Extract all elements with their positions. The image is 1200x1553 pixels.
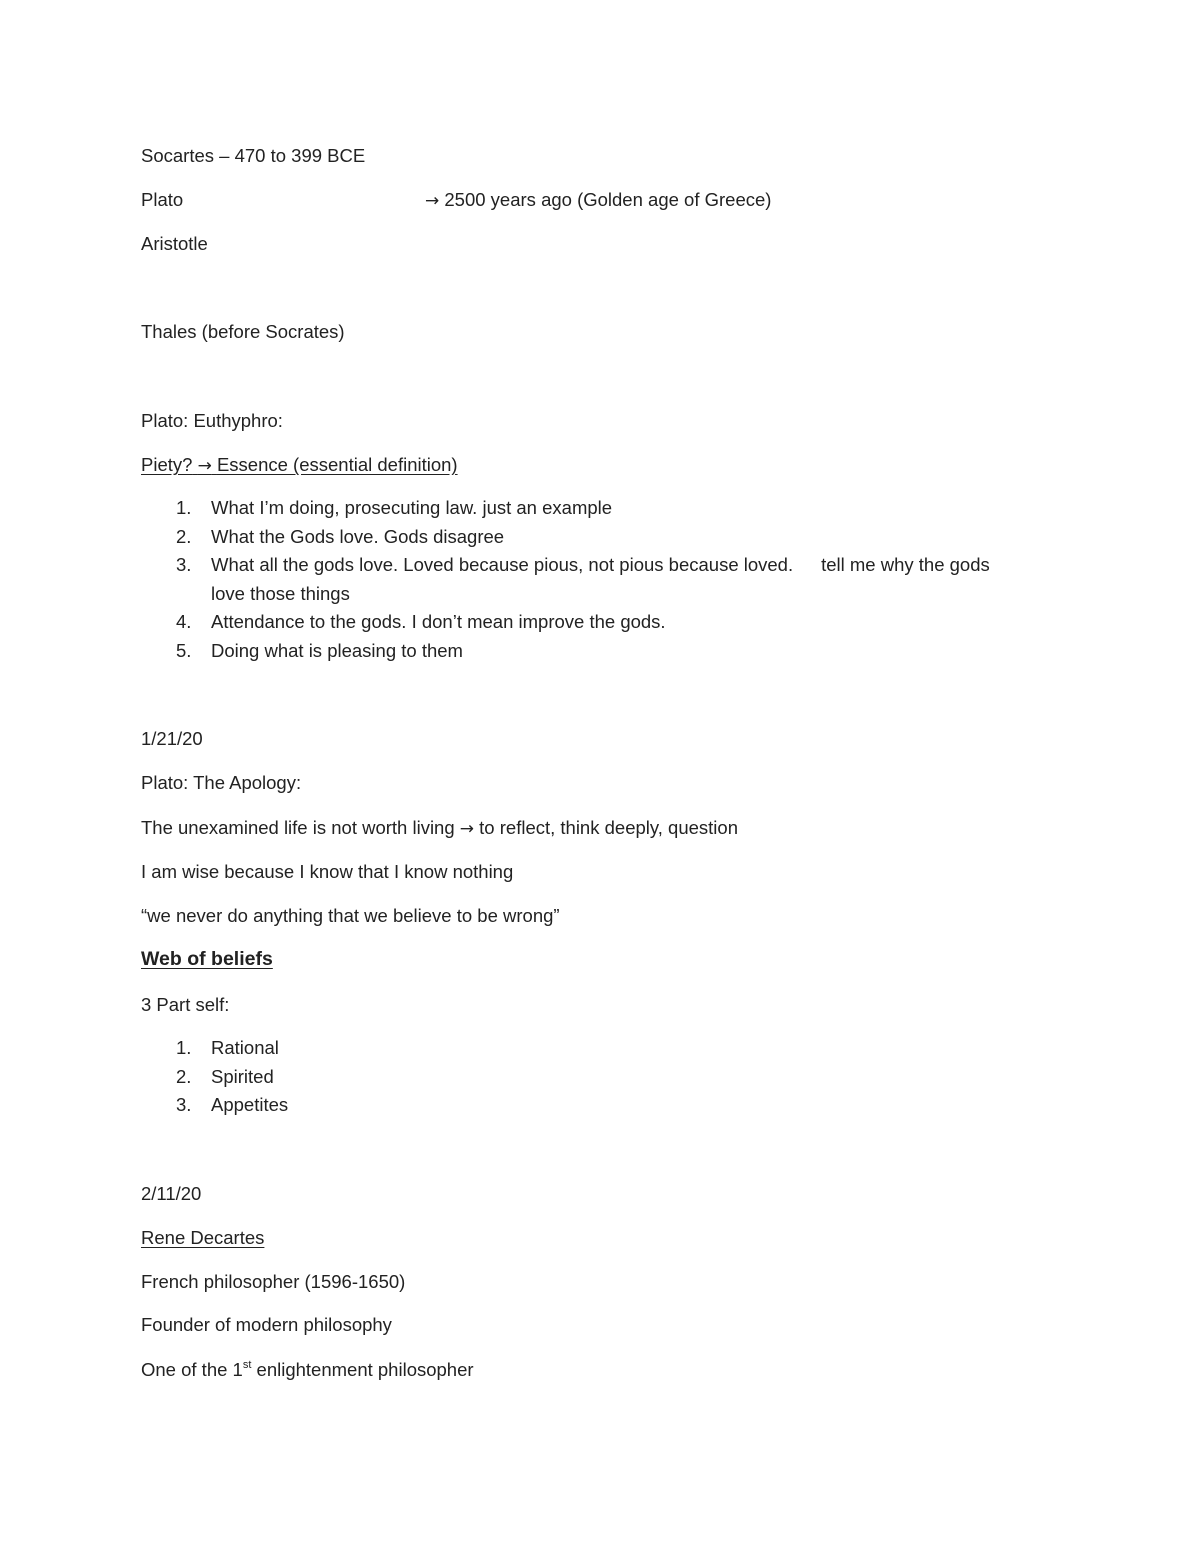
list-text-extra: tell me why the gods <box>821 554 990 575</box>
self-list <box>141 1034 288 1120</box>
list-number: 4. <box>176 611 192 632</box>
list-text: What the Gods love. Gods disagree <box>211 525 505 547</box>
list-item <box>141 523 990 552</box>
french-philosopher-line: French philosopher (1596-1650) <box>141 1271 406 1292</box>
plato-note-text: 2500 years ago (Golden age of Greece) <box>444 189 772 210</box>
euthyphro-line: Plato: Euthyphro: <box>141 410 283 431</box>
apology-line: Plato: The Apology: <box>141 772 302 793</box>
list-text: Spirited <box>211 1065 274 1087</box>
enlightenment-line <box>141 1358 474 1382</box>
arrow-right-icon: → <box>459 819 475 839</box>
plato-label: Plato <box>141 189 184 210</box>
plato-line <box>141 188 183 212</box>
list-number: 2. <box>176 1065 192 1087</box>
three-part-line: 3 Part self: <box>141 994 230 1015</box>
plato-note <box>425 188 771 213</box>
list-text: Rational <box>211 1037 279 1058</box>
unexamined-line <box>141 816 738 841</box>
list-number: 5. <box>176 639 192 661</box>
list-text: What I’m doing, prosecuting law. just an example <box>211 497 613 518</box>
list-item <box>141 637 990 666</box>
list-text: Doing what is pleasing to them <box>211 639 463 661</box>
list-item <box>141 1034 288 1063</box>
rene-decartes-heading: Rene Decartes <box>141 1227 265 1248</box>
list-item <box>141 1063 288 1092</box>
list-text: Appetites <box>211 1094 289 1115</box>
socrates-line: Socartes – 470 to 399 BCE <box>141 145 366 166</box>
list-item <box>141 608 990 637</box>
list-number: 3. <box>176 554 192 575</box>
list-number: 3. <box>176 1094 192 1115</box>
thales-line: Thales (before Socrates) <box>141 321 345 342</box>
ordinal-suffix: st <box>242 1358 252 1371</box>
list-number: 2. <box>176 525 192 547</box>
web-of-beliefs-heading: Web of beliefs <box>141 948 273 970</box>
enlightenment-pre: One of the 1 <box>141 1359 243 1380</box>
founder-line: Founder of modern philosophy <box>141 1314 392 1335</box>
arrow-right-icon: → <box>197 456 212 476</box>
list-number: 1. <box>176 1037 192 1058</box>
unexamined-text: The unexamined life is not worth living <box>141 817 455 838</box>
date-line: 1/21/20 <box>141 728 203 749</box>
piety-answer: Essence (essential definition) <box>216 454 458 475</box>
aristotle-line: Aristotle <box>141 233 208 254</box>
unexamined-note: to reflect, think deeply, question <box>479 817 738 838</box>
list-item <box>141 494 990 523</box>
quote-line: “we never do anything that we believe to be wrong” <box>141 905 560 926</box>
enlightenment-post: enlightenment philosopher <box>251 1359 474 1380</box>
list-text: Attendance to the gods. I don’t mean improve the gods. <box>211 611 666 632</box>
list-item <box>141 551 990 608</box>
list-item <box>141 1091 288 1120</box>
piety-list <box>141 494 990 665</box>
list-number: 1. <box>176 497 192 518</box>
arrow-right-icon: → <box>425 191 440 211</box>
piety-question: Piety? <box>141 454 193 475</box>
piety-line <box>141 453 458 478</box>
list-text: What all the gods love. Loved because pious, not pious because loved. <box>211 554 794 575</box>
date-line: 2/11/20 <box>141 1183 202 1204</box>
wise-line: I am wise because I know that I know nothing <box>141 861 514 882</box>
list-text-continuation: love those things <box>211 582 350 604</box>
